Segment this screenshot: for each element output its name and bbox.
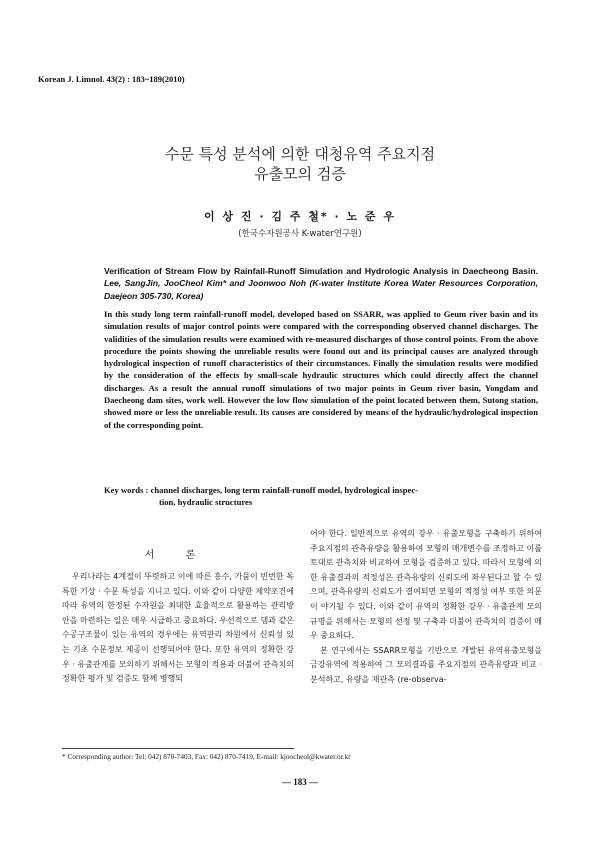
paper-title: [60, 144, 540, 184]
authors: 이 상 진 · 김 주 철* · 노 준 우: [203, 210, 397, 223]
right-column-paragraph-2: 본 연구에서는 SSARR모형을 기반으로 개발된 유역유출모형을 금강유역에 적용하여 그 모의결과를 주요지점의 관측유량과 비교 · 분석하고, 유량을 재관측 (re-observa-: [310, 645, 542, 684]
footnote-divider: [62, 748, 294, 749]
right-column-paragraph-1: 어야 한다. 일반적으로 유역의 강우 · 유출모형을 구축하기 위하여 주요지점의 관측유량을 활용하여 모형의 매개변수를 조정하고 이를 토대로 관측치와 비교하여 모형을 검증하고 있다. 따라서 모형에 의한 유출결과의 적정성은 관측유량의 신뢰도에 좌우된다고 할 수 있으며, 관측유량의 신뢰도가 결여되면 모형의 적정성 여부 또한 의문이 야기될 수 있다. 이와 같이 유역의 정확한 강우 · 유출관계 모의 규명을 위해서는 모형의 선정 및 구축과 더불어 관측치의 검증이 매우 중요하다.: [310, 529, 542, 641]
page-number: — 183 —: [282, 777, 318, 787]
keywords-line-2: tion, hydraulic structures: [159, 497, 253, 508]
english-authors-affiliation: Lee, SangJin, JooCheol Kim* and Joonwoo Noh (K-water Institute Korea Water Resources Corporation, Daejeon 305-730, Korea): [104, 278, 538, 301]
title-line-2: 유출모의 검증: [254, 165, 346, 183]
left-column-text: 우리나라는 4계절이 뚜렷하고 이에 따른 홍수, 가뭄이 빈번한 독특한 기상 · 수문 특성을 지니고 있다. 이와 같이 다양한 제약조건에 따라 유역의 한정된 수자원을 최대한 효율적으로 활용하는 관리방안을 마련하는 일은 매우 시급하고 중요하다. 우선적으로 댐과 같은 수공구조물이 있는 유역의 경우에는 유역관리 차원에서 신뢰성 있는 기초 수문정보 제공이 선행되어야 한다. 또한 유역의 정확한 강우 · 유출관계를 모의하기 위해서는 모형의 적용과 더불어 관측치의 정확한 평가 및 검증도 함께 병행되: [62, 572, 294, 684]
keywords-label: Key words :: [104, 485, 149, 495]
keywords: [104, 484, 538, 509]
title-line-1: 수문 특성 분석에 의한 대청유역 주요지점: [164, 145, 436, 163]
section-title-introduction: 서 론: [144, 550, 210, 561]
english-header: [104, 265, 538, 302]
corresponding-author-footnote: * Corresponding author: Tel: 042) 870-7403, Fax: 042) 870-7419, E-mail: kjoocheol@kwater.or.kr: [62, 752, 351, 761]
english-title: Verification of Stream Flow by Rainfall-Runoff Simulation and Hydrologic Analysis in Daecheong Basin.: [104, 266, 538, 276]
affiliation: (한국수자원공사 K-water연구원): [238, 229, 362, 239]
keywords-line-1: channel discharges, long term rainfall-runoff model, hydrological inspec-: [150, 485, 418, 495]
journal-citation: Korean J. Limnol. 43(2) : 183~189(2010): [38, 74, 185, 84]
abstract: In this study long term rainfall-runoff model, developed based on SSARR, was applied to Geum river basin and its simulation results of major control points were compared with the corresponding observed channel discharges. The validities of the simulation results were examined with re-measured discharges of those control points. From the above procedure the points showing the unreliable results were found out and its principal causes are analyzed through hydrological inspection of runoff characteristics of their circumstances. Finally the simulation results were modified by the consideration of the effects by small-scale hydraulic structures which could directly affect the channel discharges. As a result the annual runoff simulations of two major points in Geum river basin, Yongdam and Daecheong dam sites, work well. However the low flow simulation of the point located between them, Sutong station, showed more or less the unreliable result. Its causes are considered by means of the hydraulic/hydrological inspection of the corresponding point.: [104, 309, 538, 430]
right-column: [310, 527, 542, 688]
